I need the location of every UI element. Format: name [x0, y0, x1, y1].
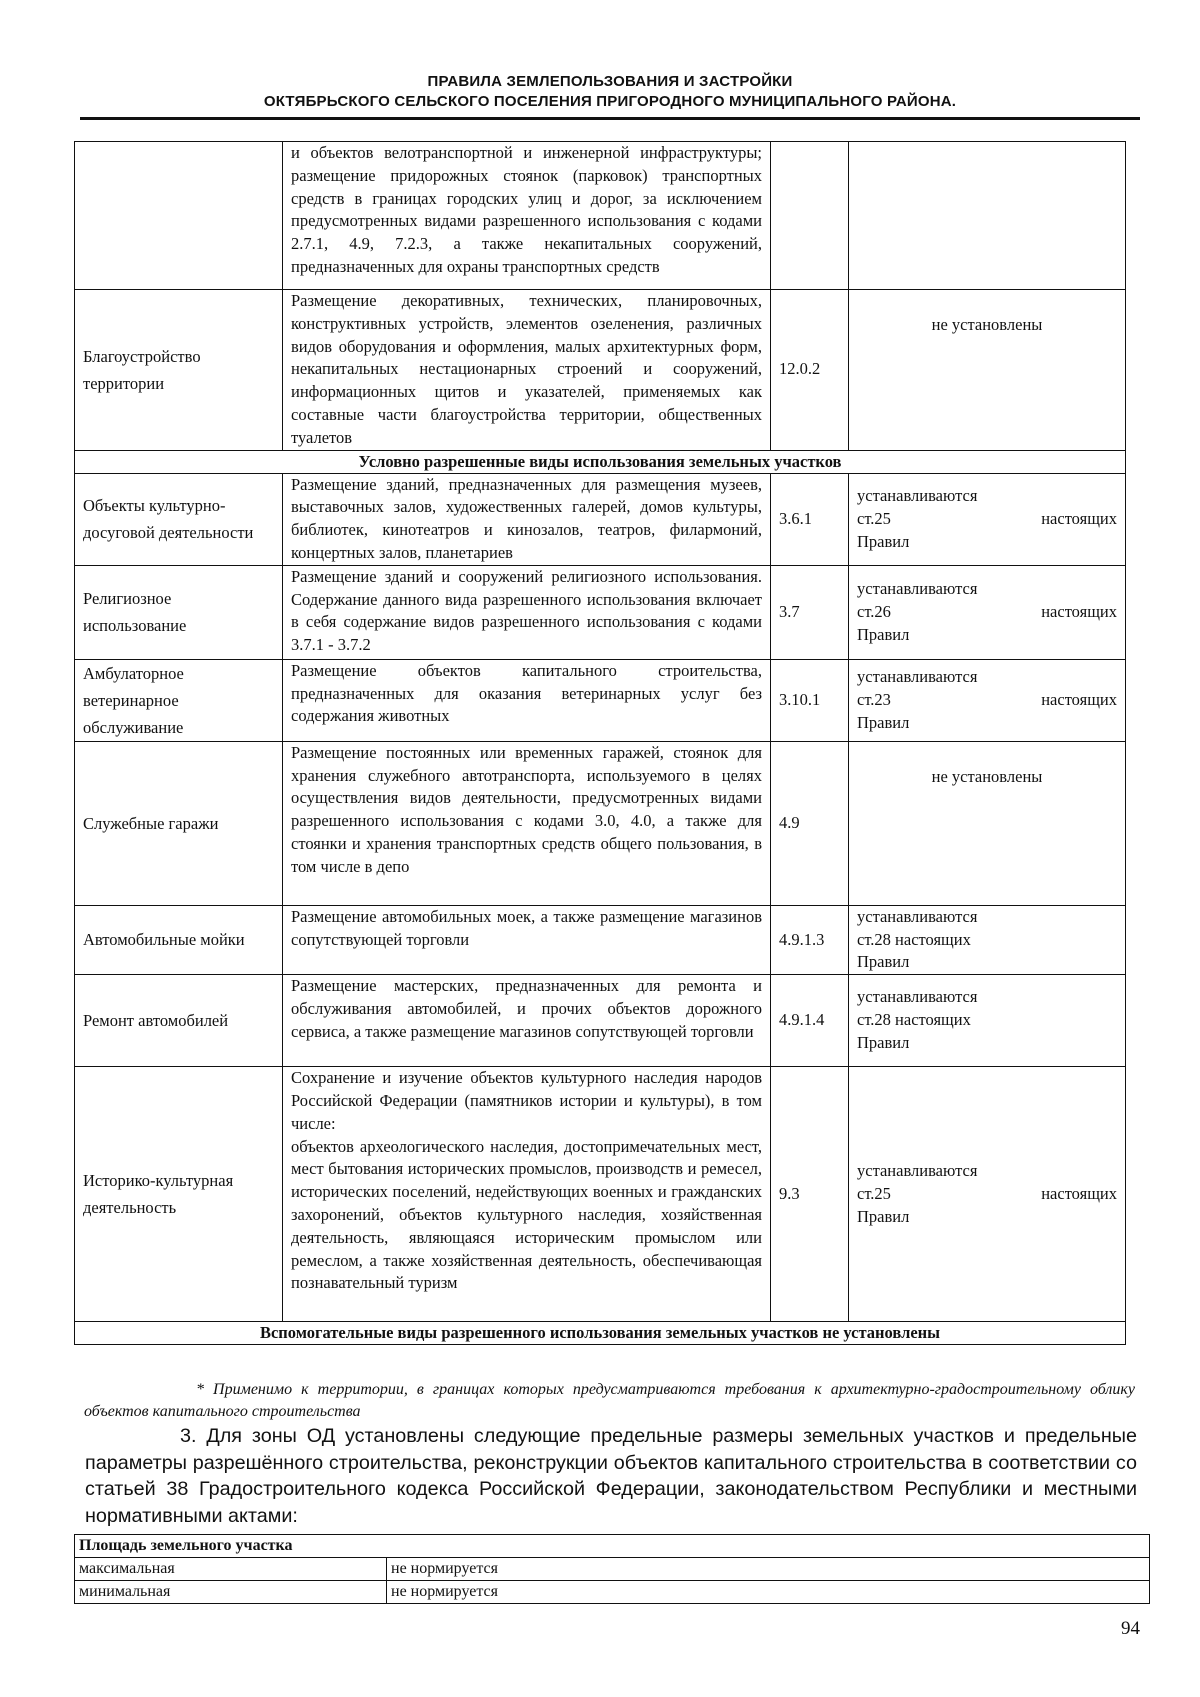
- use-name: Ремонт автомобилей: [75, 975, 283, 1067]
- params-line: устанавливаются: [857, 906, 978, 926]
- params-line: ст.23 настоящих: [857, 689, 1117, 709]
- use-code: [771, 142, 849, 290]
- use-code: 4.9: [771, 741, 849, 905]
- use-code: 3.10.1: [771, 659, 849, 741]
- header-rule: [80, 117, 1140, 120]
- table-row: [75, 1067, 1126, 1322]
- document-header: [80, 72, 1140, 112]
- zone-parameters-paragraph: 3. Для зоны ОД установлены следующие предельные размеры земельных участков и предельные параметры разрешённого строительства, реконструкции объектов капитального строительства в соответствии со статьей 38 Градостроительного кодекса Российской Федерации, законодательством Республики и местными нормативными актами:: [85, 1425, 1137, 1527]
- area-table-heading: Площадь земельного участка: [75, 1535, 1150, 1558]
- land-use-table: [74, 141, 1126, 1345]
- params-line: устанавливаются: [857, 1160, 978, 1180]
- params-line: Правил: [857, 1206, 910, 1226]
- params-line: ст.25 настоящих: [857, 1183, 1117, 1203]
- use-params: [849, 142, 1126, 290]
- params-line: Правил: [857, 712, 910, 732]
- area-label: максимальная: [75, 1558, 387, 1581]
- params-line: Правил: [857, 1033, 910, 1053]
- params-line: устанавливаются: [857, 667, 978, 687]
- table-row: [75, 905, 1126, 974]
- use-code: 3.7: [771, 565, 849, 659]
- use-params: [849, 473, 1126, 565]
- use-description: Размещение зданий, предназначенных для размещения музеев, выставочных залов, художественных галерей, домов культуры, библиотек, кинотеатров и кинозалов, театров, филармоний, концертных залов, планетариев: [283, 473, 771, 565]
- header-line-2: ОКТЯБРЬСКОГО СЕЛЬСКОГО ПОСЕЛЕНИЯ ПРИГОРОДНОГО МУНИЦИПАЛЬНОГО РАЙОНА.: [263, 93, 957, 110]
- params-line: Правил: [857, 952, 910, 972]
- table-row: [75, 1535, 1150, 1558]
- params-line: Правил: [857, 531, 910, 551]
- use-name: Служебные гаражи: [75, 741, 283, 905]
- use-params: [849, 1067, 1126, 1322]
- area-label: минимальная: [75, 1581, 387, 1604]
- use-description: Размещение мастерских, предназначенных для ремонта и обслуживания автомобилей, и прочих объектов дорожного сервиса, а также размещение магазинов сопутствующей торговли: [283, 975, 771, 1067]
- use-code: 4.9.1.4: [771, 975, 849, 1067]
- section-row: [75, 1322, 1126, 1345]
- use-name: Религиозное использование: [75, 565, 283, 659]
- section-row: [75, 450, 1126, 473]
- use-name: Автомобильные мойки: [75, 905, 283, 974]
- params-line: ст.28 настоящих: [857, 929, 971, 949]
- area-value: не нормируется: [387, 1558, 1150, 1581]
- header-line-1: ПРАВИЛА ЗЕМЛЕПОЛЬЗОВАНИЯ И ЗАСТРОЙКИ: [427, 73, 793, 90]
- description-part: объектов археологического наследия, достопримечательных мест, мест бытования исторических промыслов, производств и ремесел, исторических поселений, недействующих военных и гражданских захоронений, объектов культурного наследия, хозяйственная деятельность, являющаяся историческим промыслом или ремеслом, а также хозяйственная деятельность, обеспечивающая познавательный туризм: [291, 1136, 762, 1293]
- use-params: не установлены: [849, 290, 1126, 451]
- use-params: не установлены: [849, 741, 1126, 905]
- params-line: устанавливаются: [857, 987, 978, 1007]
- use-name: Объекты культурно-досуговой деятельности: [75, 473, 283, 565]
- use-code: 9.3: [771, 1067, 849, 1322]
- table-row: [75, 565, 1126, 659]
- description-part: Сохранение и изучение объектов культурного наследия народов Российской Федерации (памятников истории и культуры), в том числе:: [291, 1068, 762, 1133]
- area-value: не нормируется: [387, 1581, 1150, 1604]
- section-heading-conditional: Условно разрешенные виды использования земельных участков: [75, 450, 1126, 473]
- use-params: [849, 659, 1126, 741]
- use-params: [849, 905, 1126, 974]
- use-description: [283, 1067, 771, 1322]
- use-name: Амбулаторное ветеринарное обслуживание: [75, 659, 283, 741]
- params-line: устанавливаются: [857, 579, 978, 599]
- table-row: [75, 741, 1126, 905]
- use-description: Размещение объектов капитального строительства, предназначенных для оказания ветеринарных услуг без содержания животных: [283, 659, 771, 741]
- use-code: 3.6.1: [771, 473, 849, 565]
- table-row: [75, 659, 1126, 741]
- params-line: ст.28 настоящих: [857, 1010, 971, 1030]
- table-row: [75, 975, 1126, 1067]
- use-name: Историко-культурная деятельность: [75, 1067, 283, 1322]
- table-row: [75, 290, 1126, 451]
- use-description: Размещение автомобильных моек, а также размещение магазинов сопутствующей торговли: [283, 905, 771, 974]
- params-line: ст.25 настоящих: [857, 508, 1117, 528]
- footnote: * Применимо к территории, в границах которых предусматриваются требования к архитектурно-градостроительному облику объектов капитального строительства: [84, 1381, 1135, 1420]
- use-params: [849, 975, 1126, 1067]
- table-row: [75, 1581, 1150, 1604]
- use-description: Размещение постоянных или временных гаражей, стоянок для хранения служебного автотранспорта, используемого в целях осуществления видов деятельности, предусмотренных видами разрешенного использования с кодами 3.0, 4.0, а также для стоянки и хранения транспортных средств общего пользования, в том числе в депо: [283, 741, 771, 905]
- params-line: ст.26 настоящих: [857, 601, 1117, 621]
- use-name: Благоустройство территории: [75, 290, 283, 451]
- land-area-table: [74, 1534, 1150, 1604]
- use-name: [75, 142, 283, 290]
- use-description: Размещение декоративных, технических, планировочных, конструктивных устройств, элементов озеленения, различных видов оборудования и оформления, малых архитектурных форм, некапитальных нестационарных строений и сооружений, информационных щитов и указателей, применяемых как составные части благоустройства территории, общественных туалетов: [283, 290, 771, 451]
- params-line: Правил: [857, 624, 910, 644]
- use-description: Размещение зданий и сооружений религиозного использования. Содержание данного вида разрешенного использования включает в себя содержание видов разрешенного использования с кодами 3.7.1 - 3.7.2: [283, 565, 771, 659]
- section-heading-auxiliary: Вспомогательные виды разрешенного использования земельных участков не установлены: [75, 1322, 1126, 1345]
- table-row: [75, 1558, 1150, 1581]
- params-line: устанавливаются: [857, 485, 978, 505]
- table-row: [75, 473, 1126, 565]
- table-row: [75, 142, 1126, 290]
- page-number: 94: [1121, 1618, 1140, 1639]
- use-code: 4.9.1.3: [771, 905, 849, 974]
- use-code: 12.0.2: [771, 290, 849, 451]
- use-description: и объектов велотранспортной и инженерной инфраструктуры; размещение придорожных стоянок (парковок) транспортных средств в границах городских улиц и дорог, за исключением предусмотренных видами разрешенного использования с кодами 2.7.1, 4.9, 7.2.3, а также некапитальных сооружений, предназначенных для охраны транспортных средств: [283, 142, 771, 290]
- use-params: [849, 565, 1126, 659]
